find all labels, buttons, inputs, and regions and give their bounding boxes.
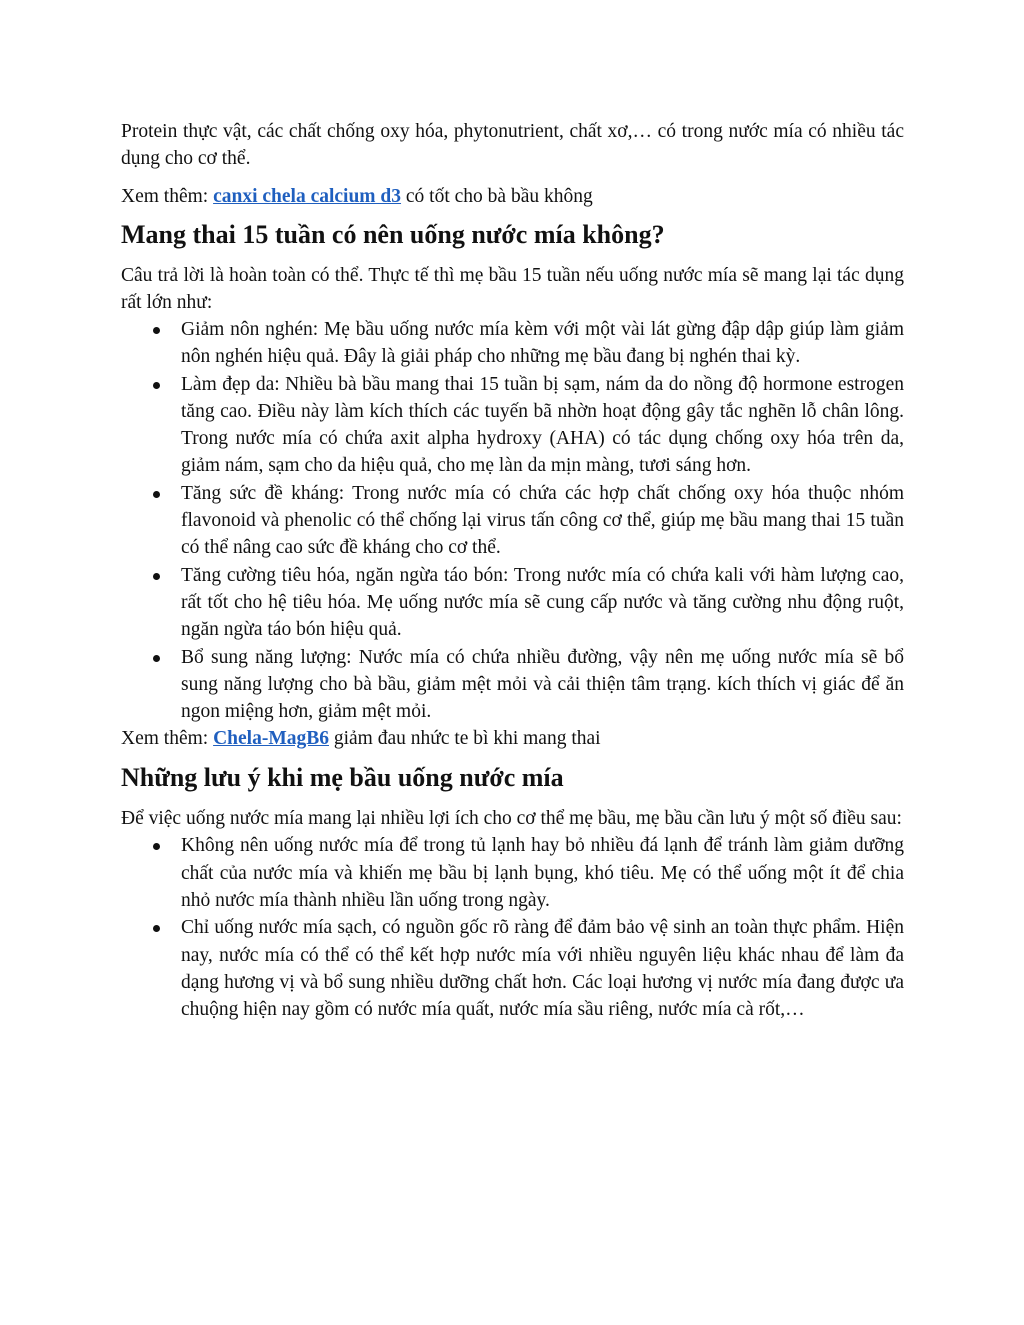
- bullet-icon: [153, 573, 160, 580]
- section-heading-2: Những lưu ý khi mẹ bầu uống nước mía: [121, 763, 564, 793]
- list-item-text: Làm đẹp da: Nhiều bà bầu mang thai 15 tuần bị sạm, nám da do nồng độ hormone estrogen tăng cao. Điều này làm kích thích các tuyến bã nhờn hoạt động gây tắc nghẽn lỗ chân lông. Trong nước mía có chứa axit alpha hydroxy (AHA) có tác dụng chống oxy hóa trên da, giảm nám, sạm cho da hiệu quả, cho mẹ làn da mịn màng, tươi sáng hơn.: [181, 373, 904, 477]
- list-item: [121, 644, 904, 726]
- list-item: [121, 371, 904, 480]
- list-item: [121, 316, 904, 371]
- see-more-prefix: Xem thêm:: [121, 186, 214, 207]
- bullet-icon: [153, 491, 160, 498]
- list-item-text: Chỉ uống nước mía sạch, có nguồn gốc rõ ràng để đảm bảo vệ sinh an toàn thực phẩm. Hiện nay, nước mía có thể có thể kết hợp nước mía với nhiều nguyên liệu khác nhau để làm đa dạng hương vị và bổ sung nhiều dưỡng chất hơn. Các loại hương vị nước mía đang được ưa chuộng hiện nay gồm có nước mía quất, nước mía sầu riêng, nước mía cà rốt,…: [181, 917, 904, 1021]
- notes-list: [121, 832, 904, 1023]
- intro-paragraph: Protein thực vật, các chất chống oxy hóa, phytonutrient, chất xơ,… có trong nước mía có nhiều tác dụng cho cơ thể.: [121, 121, 904, 169]
- link-canxi-chela-calcium-d3[interactable]: canxi chela calcium d3: [213, 186, 402, 207]
- list-item-text: Bổ sung năng lượng: Nước mía có chứa nhiều đường, vậy nên mẹ uống nước mía sẽ bổ sung năng lượng cho bà bầu, giảm mệt mỏi và cải thiện tâm trạng. kích thích vị giác để ăn ngon miệng hơn, giảm mệt mỏi.: [181, 646, 904, 723]
- bullet-icon: [153, 655, 160, 662]
- list-item-text: Tăng sức đề kháng: Trong nước mía có chứa các hợp chất chống oxy hóa thuộc nhóm flavonoid và phenolic có thể chống lại virus tấn công cơ thể, giúp mẹ bầu mang thai 15 tuần có thể nâng cao sức đề kháng cho cơ thể.: [181, 482, 904, 559]
- list-item: [121, 914, 904, 1023]
- bullet-icon: [153, 843, 160, 850]
- section-1-paragraph: Câu trả lời là hoàn toàn có thể. Thực tế thì mẹ bầu 15 tuần nếu uống nước mía sẽ mang lại tác dụng rất lớn như:: [121, 265, 904, 313]
- list-item-text: Không nên uống nước mía để trong tủ lạnh hay bỏ nhiều đá lạnh để tránh làm giảm dưỡng chất của nước mía và khiến mẹ bầu bị lạnh bụng, khó tiêu. Mẹ có thể uống một ít để chia nhỏ nước mía thành nhiều lần uống trong ngày.: [181, 835, 904, 912]
- see-more-suffix: có tốt cho bà bầu không: [401, 186, 593, 207]
- see-more-line-2: [121, 725, 904, 752]
- document-page: [121, 118, 904, 1024]
- list-item-text: Tăng cường tiêu hóa, ngăn ngừa táo bón: Trong nước mía có chứa kali với hàm lượng cao, rất tốt cho hệ tiêu hóa. Mẹ uống nước mía sẽ cung cấp nước và tăng cường nhu động ruột, ngăn ngừa táo bón hiệu quả.: [181, 564, 904, 641]
- bullet-icon: [153, 382, 160, 389]
- benefits-list: [121, 316, 904, 725]
- see-more-line-1: [121, 183, 904, 210]
- see-more-suffix: giảm đau nhức te bì khi mang thai: [328, 728, 601, 750]
- section-2-paragraph: Để việc uống nước mía mang lại nhiều lợi ích cho cơ thể mẹ bầu, mẹ bầu cần lưu ý một số điều sau:: [121, 808, 902, 830]
- list-item: [121, 480, 904, 562]
- section-heading-1: Mang thai 15 tuần có nên uống nước mía không?: [121, 220, 665, 249]
- link-chela-magb6[interactable]: Chela-MagB6: [213, 728, 329, 750]
- bullet-icon: [153, 925, 160, 932]
- list-item: [121, 562, 904, 644]
- list-item-text: Giảm nôn nghén: Mẹ bầu uống nước mía kèm với một vài lát gừng đập dập giúp làm giảm nôn nghén hiệu quả. Đây là giải pháp cho những mẹ bầu đang bị nghén thai kỳ.: [181, 319, 904, 368]
- list-item: [121, 832, 904, 914]
- see-more-prefix: Xem thêm:: [121, 728, 214, 750]
- bullet-icon: [153, 327, 160, 334]
